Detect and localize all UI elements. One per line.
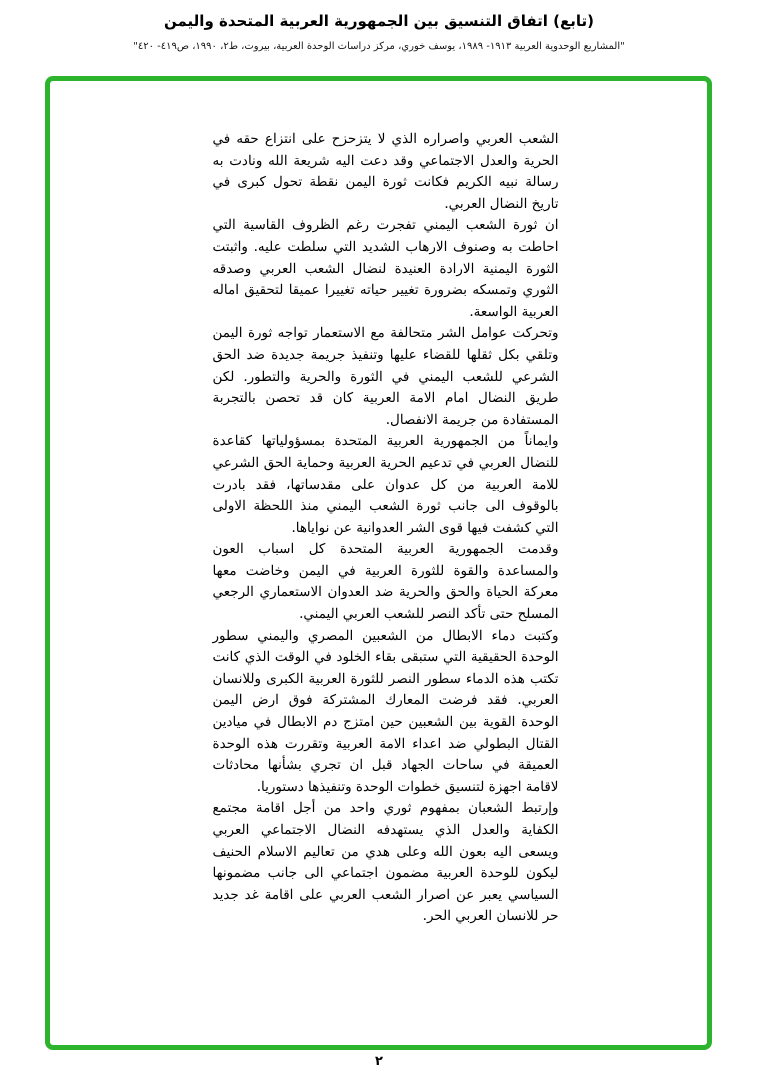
document-header	[0, 12, 758, 52]
document-frame	[45, 76, 712, 1050]
body-paragraph-4: وايماناً من الجمهورية العربية المتحدة بمسؤولياتها كقاعدة للنضال العربي في تدعيم الحرية العربية وحماية الحق الشرعي للامة العربية من كل عدوان على مقدساتها، فقد بادرت بالوقوف الى جانب ثورة الشعب اليمني منذ اللحظة الاولى التي كشفت فيها قوى الشر العدوانية عن نواياها.	[212, 433, 559, 536]
body-paragraph-1: الشعب العربي واصراره الذي لا يتزحزح على انتزاع حقه في الحرية والعدل الاجتماعي وقد دعت اليه شريعة الله ونادت به رسالة نبيه الكريم فكانت ثورة اليمن نقطة تحول كبرى في تاريخ النضال العربي.	[212, 131, 559, 212]
page-number: ٢	[375, 1054, 383, 1069]
document-citation: "المشاريع الوحدوية العربية ١٩١٣- ١٩٨٩، يوسف خوري، مركز دراسات الوحدة العربية، بيروت، ط٢، ١٩٩٠، ص٤١٩- ٤٢٠"	[133, 41, 625, 52]
body-paragraph-7: وإرتبط الشعبان بمفهوم ثوري واحد من أجل اقامة مجتمع الكفاية والعدل الذي يستهدفه النضال الاجتماعي العربي ويسعى اليه بعون الله وعلى هدي من تعاليم الاسلام الحنيف ليكون للوحدة العربية مضمون اجتماعي الى جانب مضمونها السياسي يعبر عن اصرار الشعب العربي على اقامة غد جديد حر للانسان العربي الحر.	[212, 800, 559, 925]
body-paragraph-6: وكتبت دماء الابطال من الشعبين المصري واليمني سطور الوحدة الحقيقية التي ستبقى بقاء الخلود في الوقت الذي كانت تكتب هذه الدماء سطور النصر للثورة العربية الكبرى وللانسان العربي. فقد فرضت المعارك المشتركة فوق ارض اليمن الوحدة القوية بين الشعبين حين امتزج دم الابطال في ميادين القتال البطولي ضد اعداء الامة العربية وتقررت هذه الوحدة العميقة في ساحات الجهاد قبل ان تجري بشأنها محادثات لاقامة اجهزة لتنسيق خطوات الوحدة وتنفيذها دستوريا.	[212, 627, 559, 795]
body-paragraph-2: ان ثورة الشعب اليمني تفجرت رغم الظروف القاسية التي احاطت به وصنوف الارهاب الشديد التي سلطت عليه. واثبتت الثورة اليمنية الارادة العنيدة لنضال الشعب العربي وصدقه الثوري وتمسكه بضرورة تغيير حياته تغييرا عميقا لتحقيق اماله العربية الواسعة.	[212, 217, 559, 320]
document-title: (تابع) اتفاق التنسيق بين الجمهورية العربية المتحدة واليمن	[164, 12, 594, 30]
body-paragraph-5: وقدمت الجمهورية العربية المتحدة كل اسباب العون والمساعدة والقوة للثورة العربية في اليمن وخاضت معها معركة الحياة والحق والحرية ضد العدوان الاستعماري الرجعي المسلح حتى تأكد النصر للشعب العربي اليمني.	[212, 541, 559, 623]
document-body	[213, 129, 559, 928]
body-paragraph-3: وتحركت عوامل الشر متحالفة مع الاستعمار تواجه ثورة اليمن وتلقي بكل ثقلها للقضاء عليها وتنفيذ جريمة جديدة ضد الحق الشرعي للشعب اليمني في الثورة والحرية والتطور. لكن طريق النضال امام الامة العربية كان قد تحصن بالتجربة المستفادة من جريمة الانفصال.	[212, 325, 559, 428]
